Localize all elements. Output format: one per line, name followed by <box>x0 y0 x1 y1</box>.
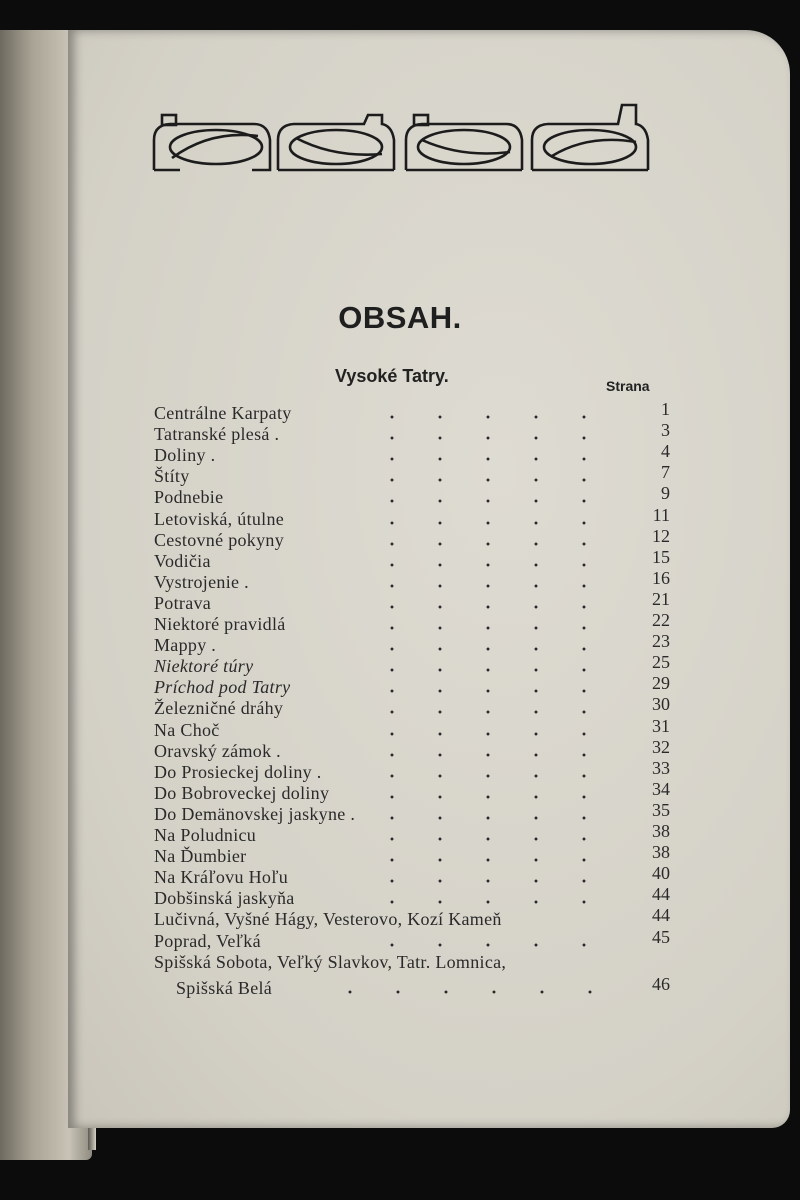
toc-entry <box>154 736 670 762</box>
toc-entry-title: Spišská Sobota, Veľký Slavkov, Tatr. Lomnica, <box>154 951 507 972</box>
dot-leader <box>368 719 630 741</box>
toc-entry-page-number: 40 <box>652 863 670 884</box>
toc-entry-title: Na Choč <box>154 719 220 740</box>
toc-entry-page-number: 46 <box>652 973 670 994</box>
toc-entry-page-number: 33 <box>652 757 670 778</box>
dot-leader <box>368 740 630 762</box>
toc-entry-title: Na Poludnicu <box>154 825 257 845</box>
toc-entry <box>154 694 670 719</box>
toc-entry-title: Vystrojenie . <box>154 571 249 592</box>
dot-leader <box>368 930 630 952</box>
toc-entry-page-number: 29 <box>652 673 670 694</box>
toc-entry-page-number: 30 <box>652 694 670 715</box>
dot-leader <box>368 550 630 572</box>
toc-entry <box>154 757 670 783</box>
toc-entry-title: Spišská Belá <box>176 977 273 998</box>
toc-entry-title: Letoviská, útulne <box>154 508 285 529</box>
toc-entry-title: Niektoré pravidlá <box>154 614 286 634</box>
toc-entry-title: Mappy . <box>154 635 217 656</box>
toc-entry-page-number: 45 <box>652 926 670 947</box>
dot-leader <box>368 592 630 614</box>
dot-leader <box>368 655 630 677</box>
toc-entry <box>154 588 670 614</box>
page-column-label: Strana <box>606 378 650 394</box>
toc-entry-title: Železničné dráhy <box>154 698 284 719</box>
toc-entry-title: Lučivná, Vyšné Hágy, Vesterovo, Kozí Kameň <box>154 909 502 930</box>
toc-entry-title: Poprad, Veľká <box>154 930 261 951</box>
dot-leader <box>368 402 630 424</box>
dot-leader <box>368 761 630 783</box>
toc-entry-title: Do Bobroveckej doliny <box>154 782 330 803</box>
toc-entry <box>154 884 670 909</box>
dot-leader <box>368 803 630 825</box>
dot-leader <box>368 529 630 551</box>
toc-entry-page-number: 4 <box>661 441 670 462</box>
dot-leader <box>368 423 630 445</box>
toc-entry-page-number: 22 <box>652 610 670 630</box>
dot-leader <box>368 508 630 530</box>
toc-entry-title: Oravský zámok . <box>154 740 281 761</box>
toc-entry <box>154 863 670 888</box>
dot-leader <box>368 845 630 867</box>
dot-leader <box>368 697 630 719</box>
toc-entry-page-number: 38 <box>652 821 670 841</box>
toc-entry-title: Príchod pod Tatry <box>154 677 291 698</box>
toc-entry <box>154 715 670 741</box>
toc-entry-title: Štíty <box>154 466 190 487</box>
dot-leader <box>368 824 630 846</box>
toc-entry-page-number: 35 <box>652 799 670 820</box>
toc-entry-page-number: 7 <box>661 462 670 483</box>
page-title: OBSAH. <box>338 300 462 335</box>
toc-entry <box>154 567 670 593</box>
toc-entry <box>154 399 670 424</box>
toc-entry <box>154 631 670 656</box>
toc-entry <box>154 441 670 466</box>
toc-entry-title: Podnebie <box>154 487 224 508</box>
toc-entry-page-number: 9 <box>661 483 670 504</box>
dot-leader <box>326 977 630 999</box>
toc-entry-page-number: 11 <box>652 504 670 525</box>
toc-entry-page-number: 25 <box>652 652 670 673</box>
dot-leader <box>368 444 630 466</box>
dot-leader <box>368 486 630 508</box>
toc-entry <box>154 420 670 445</box>
toc-entry-title: Potrava <box>154 592 212 613</box>
toc-entry-page-number: 44 <box>652 905 670 926</box>
toc-entry-title: Na Kráľovu Hoľu <box>154 867 289 888</box>
toc-entry <box>154 778 670 804</box>
toc-entry-page-number: 12 <box>652 525 670 546</box>
toc-entry-page-number: 15 <box>652 546 670 567</box>
toc-entry <box>154 610 670 635</box>
dot-leader <box>368 782 630 804</box>
dot-leader <box>368 613 630 635</box>
toc-entry-page-number: 3 <box>661 420 670 441</box>
toc-entry-page-number: 23 <box>652 631 670 652</box>
toc-entry-page-number: 1 <box>661 399 670 419</box>
toc-entry <box>154 546 670 572</box>
toc-entry <box>154 462 670 487</box>
dot-leader <box>368 887 630 909</box>
dot-leader <box>368 866 630 888</box>
toc-entry <box>154 905 670 930</box>
dot-leader <box>368 634 630 656</box>
dot-leader <box>368 571 630 593</box>
toc-entry-title: Do Demänovskej jaskyne . <box>154 803 356 824</box>
toc-entry-title: Dobšinská jaskyňa <box>154 888 295 909</box>
toc-entry-page-number: 38 <box>652 842 670 863</box>
toc-entry <box>154 821 670 846</box>
toc-entry-title: Na Ďumbier <box>154 846 247 867</box>
toc-entry-title: Niektoré túry <box>154 656 254 677</box>
toc-entry-page-number: 32 <box>652 736 670 757</box>
toc-entry <box>154 652 670 677</box>
toc-entry-page-number: 34 <box>652 778 670 799</box>
toc-entry-page-number: 21 <box>652 588 670 609</box>
toc-entry <box>154 842 670 867</box>
toc-entry-title: Vodičia <box>154 550 211 571</box>
toc-entry <box>176 973 670 999</box>
toc-entry-title: Doliny . <box>154 445 216 466</box>
toc-entry <box>154 673 670 698</box>
dot-leader <box>368 465 630 487</box>
toc-entry-page-number: 44 <box>652 884 670 905</box>
dot-leader <box>368 676 630 698</box>
toc-entry-title: Do Prosieckej doliny . <box>154 761 322 782</box>
toc-entry <box>154 799 670 825</box>
toc-entry <box>154 504 670 530</box>
toc-entry <box>154 483 670 508</box>
section-heading: Vysoké Tatry. <box>335 366 449 386</box>
toc-entry-page-number: 31 <box>652 715 670 736</box>
toc-entry-page-number: 16 <box>652 567 670 588</box>
toc-entry <box>154 951 670 973</box>
toc-entry-title: Cestovné pokyny <box>154 529 284 550</box>
toc-entry-title: Tatranské plesá . <box>154 424 280 445</box>
toc-entry <box>154 926 670 952</box>
toc-entry-title: Centrálne Karpaty <box>154 403 292 423</box>
toc-entry <box>154 525 670 551</box>
